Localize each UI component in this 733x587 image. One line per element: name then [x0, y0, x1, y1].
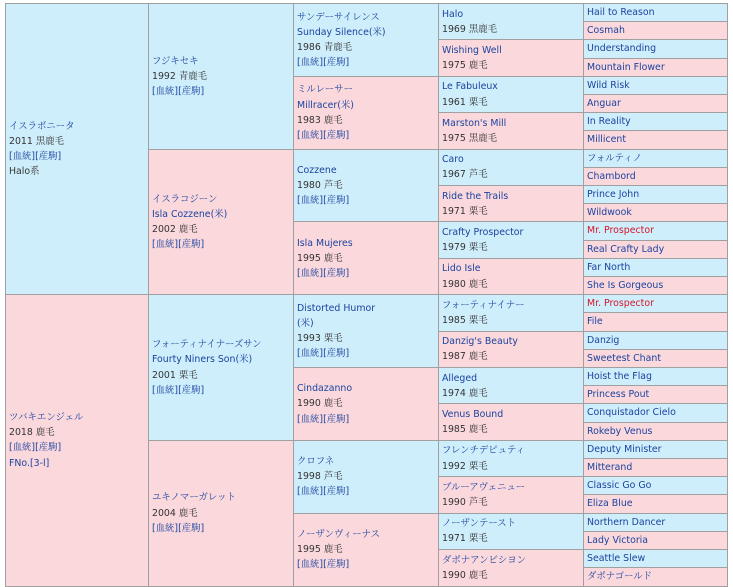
sddd-name-link[interactable]: Lido Isle [442, 263, 481, 275]
gen5-link[interactable]: ダボナゴールド [587, 571, 653, 583]
gen5-link[interactable]: Wildwook [587, 207, 632, 219]
dssd-cell [439, 331, 584, 367]
gen5-link[interactable]: Wild Risk [587, 79, 630, 91]
gen5-cell [584, 440, 728, 458]
dsds-cell [439, 368, 584, 404]
sssd-name-link[interactable]: Wishing Well [442, 44, 502, 56]
dam-cell [6, 295, 149, 586]
sdd-year-color: 1995 鹿毛 [297, 252, 343, 264]
ddsd-cell [439, 477, 584, 513]
sdss-name-link[interactable]: Caro [442, 154, 464, 166]
gen5-cell [584, 313, 728, 331]
gen5-link[interactable]: Princess Pout [587, 389, 650, 401]
sd-links[interactable]: [血統][産駒] [152, 239, 205, 251]
gen5-link[interactable]: Eliza Blue [587, 498, 633, 510]
gen5-cell [584, 222, 728, 240]
dd-cell [149, 440, 294, 586]
pedigree-table-container [5, 3, 727, 583]
gen5-cell [584, 349, 728, 367]
gen5-link[interactable]: Mitterand [587, 462, 633, 474]
dam-name-link[interactable]: ツバキエンジェル [9, 411, 84, 423]
gen5-link[interactable]: Cosmah [587, 25, 625, 37]
ddd-name-link[interactable]: ノーザンヴィーナス [297, 528, 380, 540]
gen5-link[interactable]: Seattle Slew [587, 553, 646, 565]
dsd-name-link[interactable]: Cindazanno [297, 383, 353, 395]
ssss-cell [439, 4, 584, 40]
sire-year-color: 2011 黒鹿毛 [9, 135, 64, 147]
gen5-cell [584, 531, 728, 549]
ddds-name-link[interactable]: ノーザンテースト [442, 518, 517, 530]
gen5-link[interactable]: フォルティノ [587, 152, 643, 164]
dd-name-link[interactable]: ユキノマーガレット [152, 492, 236, 504]
dsdd-name-link[interactable]: Venus Bound [442, 408, 504, 420]
sdd-name-link[interactable]: Isla Mujeres [297, 237, 353, 249]
gen5-link[interactable]: Hail to Reason [587, 7, 655, 18]
gen5-link[interactable]: In Reality [587, 116, 631, 128]
dsd-links[interactable]: [血統][産駒] [297, 413, 350, 425]
gen5-link[interactable]: Chambord [587, 170, 636, 182]
sdsd-year-color: 1971 栗毛 [442, 205, 488, 217]
ssd-year-color: 1983 鹿毛 [297, 114, 343, 126]
dd-year-color: 2004 鹿毛 [152, 507, 198, 519]
dss-alt-link[interactable]: (米) [297, 317, 314, 329]
sss-alt-link[interactable]: Sunday Silence(米) [297, 26, 386, 38]
gen5-link[interactable]: File [587, 316, 603, 328]
ddss-cell [439, 440, 584, 476]
sdss-year-color: 1967 芦毛 [442, 169, 488, 181]
gen5-link[interactable]: Hoist the Flag [587, 371, 652, 383]
sdss-cell [439, 149, 584, 185]
dsd-year-color: 1990 鹿毛 [297, 398, 343, 410]
dd-links[interactable]: [血統][産駒] [152, 522, 205, 534]
sdd-cell [294, 222, 439, 295]
dss-year-color: 1993 栗毛 [297, 333, 343, 345]
ssd-cell [294, 76, 439, 149]
sdsd-cell [439, 186, 584, 222]
gen5-link[interactable]: She Is Gorgeous [587, 280, 664, 292]
sddd-cell [439, 258, 584, 294]
ddd-cell [294, 513, 439, 586]
gen5-cell [584, 495, 728, 513]
gen5-link[interactable]: Lady Victoria [587, 534, 649, 546]
ddsd-year-color: 1990 芦毛 [442, 496, 488, 508]
gen5-cell [584, 113, 728, 131]
gen5-cell [584, 550, 728, 568]
sss-links[interactable]: [血統][産駒] [297, 57, 350, 69]
pedigree-table [5, 3, 728, 587]
gen5-link[interactable]: Rokeby Venus [587, 425, 653, 437]
gen5-cell [584, 459, 728, 477]
gen5-link[interactable]: Prince John [587, 189, 640, 201]
gen5-cell [584, 386, 728, 404]
ss-links[interactable]: [血統][産駒] [152, 85, 205, 97]
dssd-name-link[interactable]: Danzig's Beauty [442, 336, 518, 348]
gen5-link[interactable]: Conquistador Cielo [587, 407, 676, 419]
dds-year-color: 1998 芦毛 [297, 471, 343, 483]
dss-name-link[interactable]: Distorted Humor [297, 302, 376, 314]
dds-cell [294, 440, 439, 513]
gen5-link[interactable]: Sweetest Chant [587, 352, 661, 364]
gen5-link[interactable]: Mr. Prospector [587, 298, 654, 310]
gen5-cell [584, 76, 728, 94]
gen5-link[interactable]: Classic Go Go [587, 480, 652, 492]
dsd-cell [294, 368, 439, 441]
ssds-name-link[interactable]: Le Fabuleux [442, 81, 498, 93]
ds-alt-link[interactable]: Fourty Niners Son(米) [152, 354, 253, 366]
sdds-cell [439, 222, 584, 258]
sdds-name-link[interactable]: Crafty Prospector [442, 226, 524, 238]
sire-cell [6, 4, 149, 295]
gen5-link[interactable]: Danzig [587, 334, 620, 346]
dam-links[interactable]: [血統][産駒] [9, 442, 62, 454]
sssd-year-color: 1975 鹿毛 [442, 60, 488, 72]
gen5-cell [584, 404, 728, 422]
sdsd-name-link[interactable]: Ride the Trails [442, 190, 509, 202]
ddds-year-color: 1971 栗毛 [442, 533, 488, 545]
ddd-links[interactable]: [血統][産駒] [297, 559, 350, 571]
ds-cell [149, 295, 294, 441]
gen5-cell [584, 40, 728, 58]
sdds-year-color: 1979 栗毛 [442, 242, 488, 254]
gen5-cell [584, 368, 728, 386]
gen5-cell [584, 149, 728, 167]
sds-year-color: 1980 芦毛 [297, 179, 343, 191]
gen5-cell [584, 22, 728, 40]
ss-cell [149, 4, 294, 150]
dam-year-color: 2018 鹿毛 [9, 427, 55, 439]
sdd-links[interactable]: [血統][産駒] [297, 267, 350, 279]
gen5-link[interactable]: Mountain Flower [587, 61, 665, 73]
gen5-link[interactable]: Northern Dancer [587, 516, 666, 528]
sss-cell [294, 4, 439, 77]
dss-links[interactable]: [血統][産駒] [297, 348, 350, 360]
sds-links[interactable]: [血統][産駒] [297, 195, 350, 207]
gen5-cell [584, 258, 728, 276]
gen5-cell [584, 331, 728, 349]
dddd-year-color: 1990 鹿毛 [442, 569, 488, 581]
sire-name-link[interactable]: イスラボニータ [9, 120, 75, 132]
ssd-links[interactable]: [血統][産駒] [297, 129, 350, 141]
dss-cell [294, 295, 439, 368]
dddd-name-link[interactable]: ダボナアンビシヨン [442, 554, 527, 566]
gen5-cell [584, 204, 728, 222]
sire-links[interactable]: [血統][産駒] [9, 151, 62, 163]
gen5-cell [584, 513, 728, 531]
ds-year-color: 2001 栗毛 [152, 369, 198, 381]
dam-family-link[interactable]: FNo.[3-l] [9, 457, 50, 469]
ss-year-color: 1992 青鹿毛 [152, 70, 207, 82]
gen5-cell [584, 58, 728, 76]
sds-name-link[interactable]: Cozzene [297, 164, 337, 176]
gen5-cell [584, 277, 728, 295]
gen5-cell [584, 186, 728, 204]
ddds-cell [439, 513, 584, 549]
dsss-cell [439, 295, 584, 331]
gen5-cell [584, 295, 728, 313]
sd-name-link[interactable]: イスラコジーン [152, 193, 218, 205]
gen5-link[interactable]: Mr. Prospector [587, 225, 654, 237]
sire-line: Halo系 [9, 166, 40, 178]
gen5-cell [584, 4, 728, 22]
gen5-cell [584, 477, 728, 495]
dsds-year-color: 1974 鹿毛 [442, 387, 488, 399]
dddd-cell [439, 550, 584, 586]
gen5-link[interactable]: Millicent [587, 134, 627, 146]
ssdd-cell [439, 113, 584, 149]
ss-name-link[interactable]: フジキセキ [152, 55, 199, 67]
sssd-cell [439, 40, 584, 76]
gen5-link[interactable]: Real Crafty Lady [587, 243, 665, 255]
ddd-year-color: 1995 鹿毛 [297, 543, 343, 555]
gen5-link[interactable]: Anguar [587, 98, 621, 110]
ds-name-link[interactable]: フォーティナイナーズサン [152, 339, 262, 351]
ssd-name-link[interactable]: ミルレーサー [297, 84, 354, 96]
gen5-cell [584, 167, 728, 185]
ssss-year-color: 1969 黒鹿毛 [442, 23, 497, 35]
gen5-cell [584, 568, 728, 586]
dsss-year-color: 1985 栗毛 [442, 314, 488, 326]
dssd-year-color: 1987 鹿毛 [442, 351, 488, 363]
sddd-year-color: 1980 鹿毛 [442, 278, 488, 290]
sss-year-color: 1986 青鹿毛 [297, 41, 352, 53]
sss-name-link[interactable]: サンデーサイレンス [297, 11, 380, 23]
ddss-name-link[interactable]: フレンチデピュティ [442, 445, 526, 457]
gen5-link[interactable]: Deputy Minister [587, 443, 662, 455]
gen5-cell [584, 240, 728, 258]
gen5-cell [584, 131, 728, 149]
dsdd-cell [439, 404, 584, 440]
ssdd-year-color: 1975 黒鹿毛 [442, 132, 497, 144]
ssdd-name-link[interactable]: Marston's Mill [442, 117, 507, 129]
ddsd-name-link[interactable]: ブルーアヴェニュー [442, 481, 526, 493]
sds-cell [294, 149, 439, 222]
dds-links[interactable]: [血統][産駒] [297, 486, 350, 498]
dsds-name-link[interactable]: Alleged [442, 372, 478, 384]
ssd-alt-link[interactable]: Millracer(米) [297, 99, 354, 111]
gen5-link[interactable]: Far North [587, 261, 631, 273]
dsss-name-link[interactable]: フォーティナイナー [442, 299, 525, 311]
sd-alt-link[interactable]: Isla Cozzene(米) [152, 208, 228, 220]
gen5-link[interactable]: Understanding [587, 43, 657, 55]
ssds-year-color: 1961 栗毛 [442, 96, 488, 108]
ds-links[interactable]: [血統][産駒] [152, 384, 205, 396]
ddss-year-color: 1992 栗毛 [442, 460, 488, 472]
sd-cell [149, 149, 294, 295]
gen5-cell [584, 95, 728, 113]
ssds-cell [439, 76, 584, 112]
gen5-cell [584, 422, 728, 440]
dds-name-link[interactable]: クロフネ [297, 455, 335, 467]
dsdd-year-color: 1985 鹿毛 [442, 424, 488, 436]
ssss-name-link[interactable]: Halo [442, 8, 464, 20]
sd-year-color: 2002 鹿毛 [152, 223, 198, 235]
